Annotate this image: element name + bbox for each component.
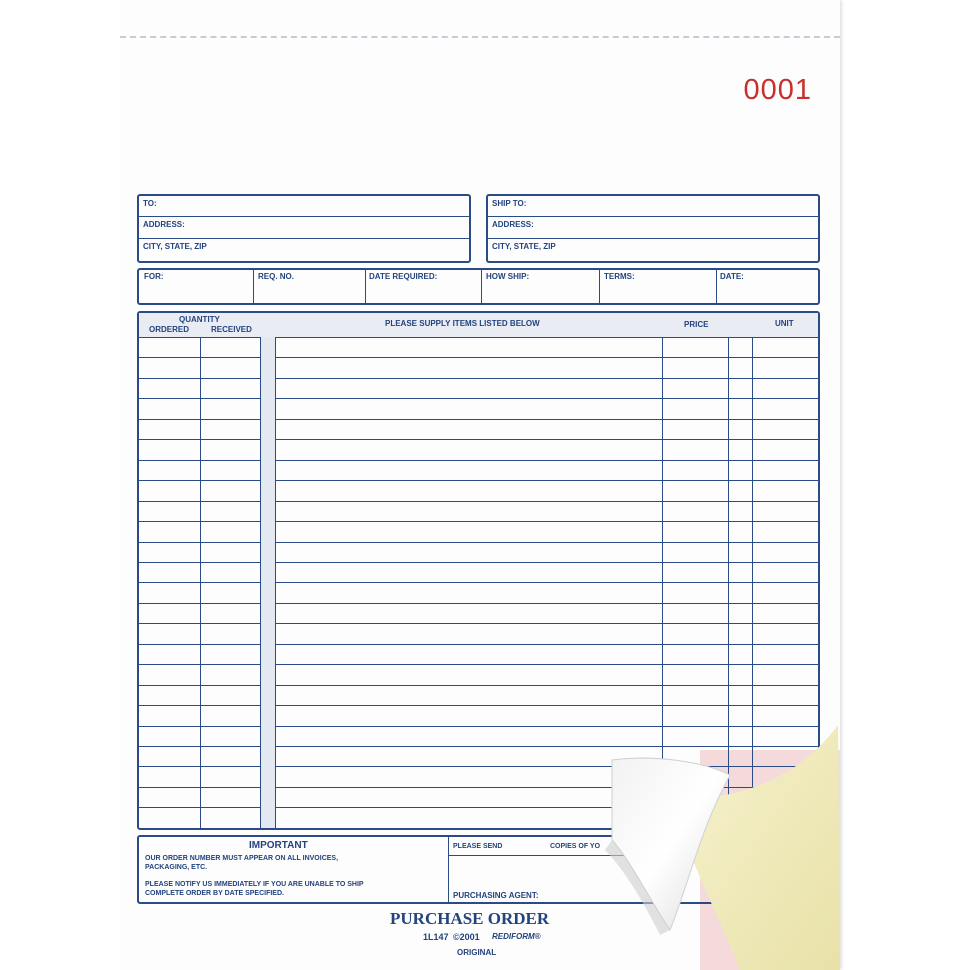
ship-to-label: SHIP TO: (492, 199, 527, 208)
important-line-3: PLEASE NOTIFY US IMMEDIATELY IF YOU ARE UNABLE TO SHIP (145, 881, 364, 888)
date-label: DATE: (720, 272, 744, 281)
date-required-label: DATE REQUIRED: (369, 272, 438, 281)
quantity-header: QUANTITY (179, 315, 220, 324)
for-label: FOR: (144, 272, 164, 281)
terms-label: TERMS: (604, 272, 635, 281)
important-title: IMPORTANT (249, 840, 308, 851)
serial-number: 0001 (743, 74, 812, 106)
please-send-label: PLEASE SEND (453, 843, 503, 850)
price-header: PRICE (684, 320, 709, 329)
purchasing-agent-label: PURCHASING AGENT: (453, 891, 539, 900)
city-label: CITY, STATE, ZIP (143, 242, 207, 251)
received-header: RECEIVED (211, 325, 252, 334)
unit-header: UNIT (775, 319, 794, 328)
copies-label: COPIES OF YO (550, 843, 601, 850)
req-no-label: REQ. NO. (258, 272, 295, 281)
form-code: 1L147 (423, 932, 449, 942)
ordered-header: ORDERED (149, 325, 190, 334)
important-line-2: PACKAGING, ETC. (145, 864, 208, 871)
important-line-4: COMPLETE ORDER BY DATE SPECIFIED. (145, 890, 284, 897)
copyright: ©2001 (453, 932, 480, 942)
how-ship-label: HOW SHIP: (486, 272, 530, 281)
ship-city-label: CITY, STATE, ZIP (492, 242, 556, 251)
description-header: PLEASE SUPPLY ITEMS LISTED BELOW (385, 319, 540, 328)
ship-address-label: ADDRESS: (492, 220, 534, 229)
brand-logo: REDIFORM® (492, 932, 541, 941)
address-label: ADDRESS: (143, 220, 185, 229)
form-title: PURCHASE ORDER (390, 909, 550, 928)
to-label: TO: (143, 199, 157, 208)
copy-label: ORIGINAL (457, 948, 497, 957)
important-line-1: OUR ORDER NUMBER MUST APPEAR ON ALL INVOICES, (145, 855, 339, 862)
